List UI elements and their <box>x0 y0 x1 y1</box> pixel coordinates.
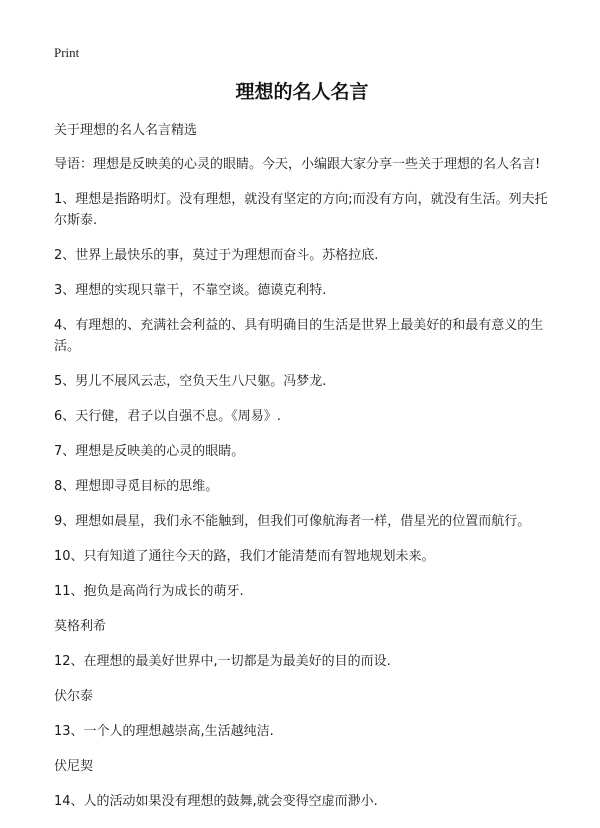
quote-item: 11、抱负是高尚行为成长的萌牙. <box>54 584 244 599</box>
quote-item: 7、理想是反映美的心灵的眼睛。 <box>54 444 245 459</box>
article-intro: 导语：理想是反映美的心灵的眼睛。今天，小编跟大家分享一些关于理想的名人名言! <box>54 157 541 172</box>
quote-item: 5、男儿不展风云志，空负天生八尺躯。冯梦龙. <box>54 374 327 389</box>
quote-item: 1、理想是指路明灯。没有理想，就没有坚定的方向;而没有方向，就没有生活。列夫托尔斯泰. <box>54 192 548 228</box>
quote-author: 伏尔泰 <box>54 689 94 704</box>
quote-item: 10、只有知道了通往今天的路，我们才能清楚而有智地规划未来。 <box>54 549 435 564</box>
page-title: 理想的名人名言 <box>235 81 369 103</box>
article-subtitle: 关于理想的名人名言精选 <box>54 123 198 138</box>
quote-item: 8、理想即寻觅目标的思维。 <box>54 479 219 494</box>
quote-item: 3、理想的实现只靠干，不靠空谈。德谟克利特. <box>54 283 327 298</box>
quote-author: 莫格利希 <box>54 619 107 634</box>
quote-item: 14、人的活动如果没有理想的鼓舞,就会变得空虚而渺小. <box>54 794 378 809</box>
quote-item: 13、一个人的理想越崇高,生活越纯洁. <box>54 724 274 739</box>
quote-item: 4、有理想的、充满社会利益的、具有明确目的生活是世界上最美好的和最有意义的生活。 <box>54 318 544 354</box>
quote-item: 6、天行健，君子以自强不息。《周易》. <box>54 409 281 424</box>
quote-item: 12、在理想的最美好世界中,一切都是为最美好的目的而设. <box>54 654 391 669</box>
quote-item: 2、世界上最快乐的事，莫过于为理想而奋斗。苏格拉底. <box>54 248 379 263</box>
quote-item: 9、理想如晨星，我们永不能触到，但我们可像航海者一样，借星光的位置而航行。 <box>54 514 531 529</box>
print-link[interactable]: Print <box>54 45 80 60</box>
quote-author: 伏尼契 <box>54 759 94 774</box>
